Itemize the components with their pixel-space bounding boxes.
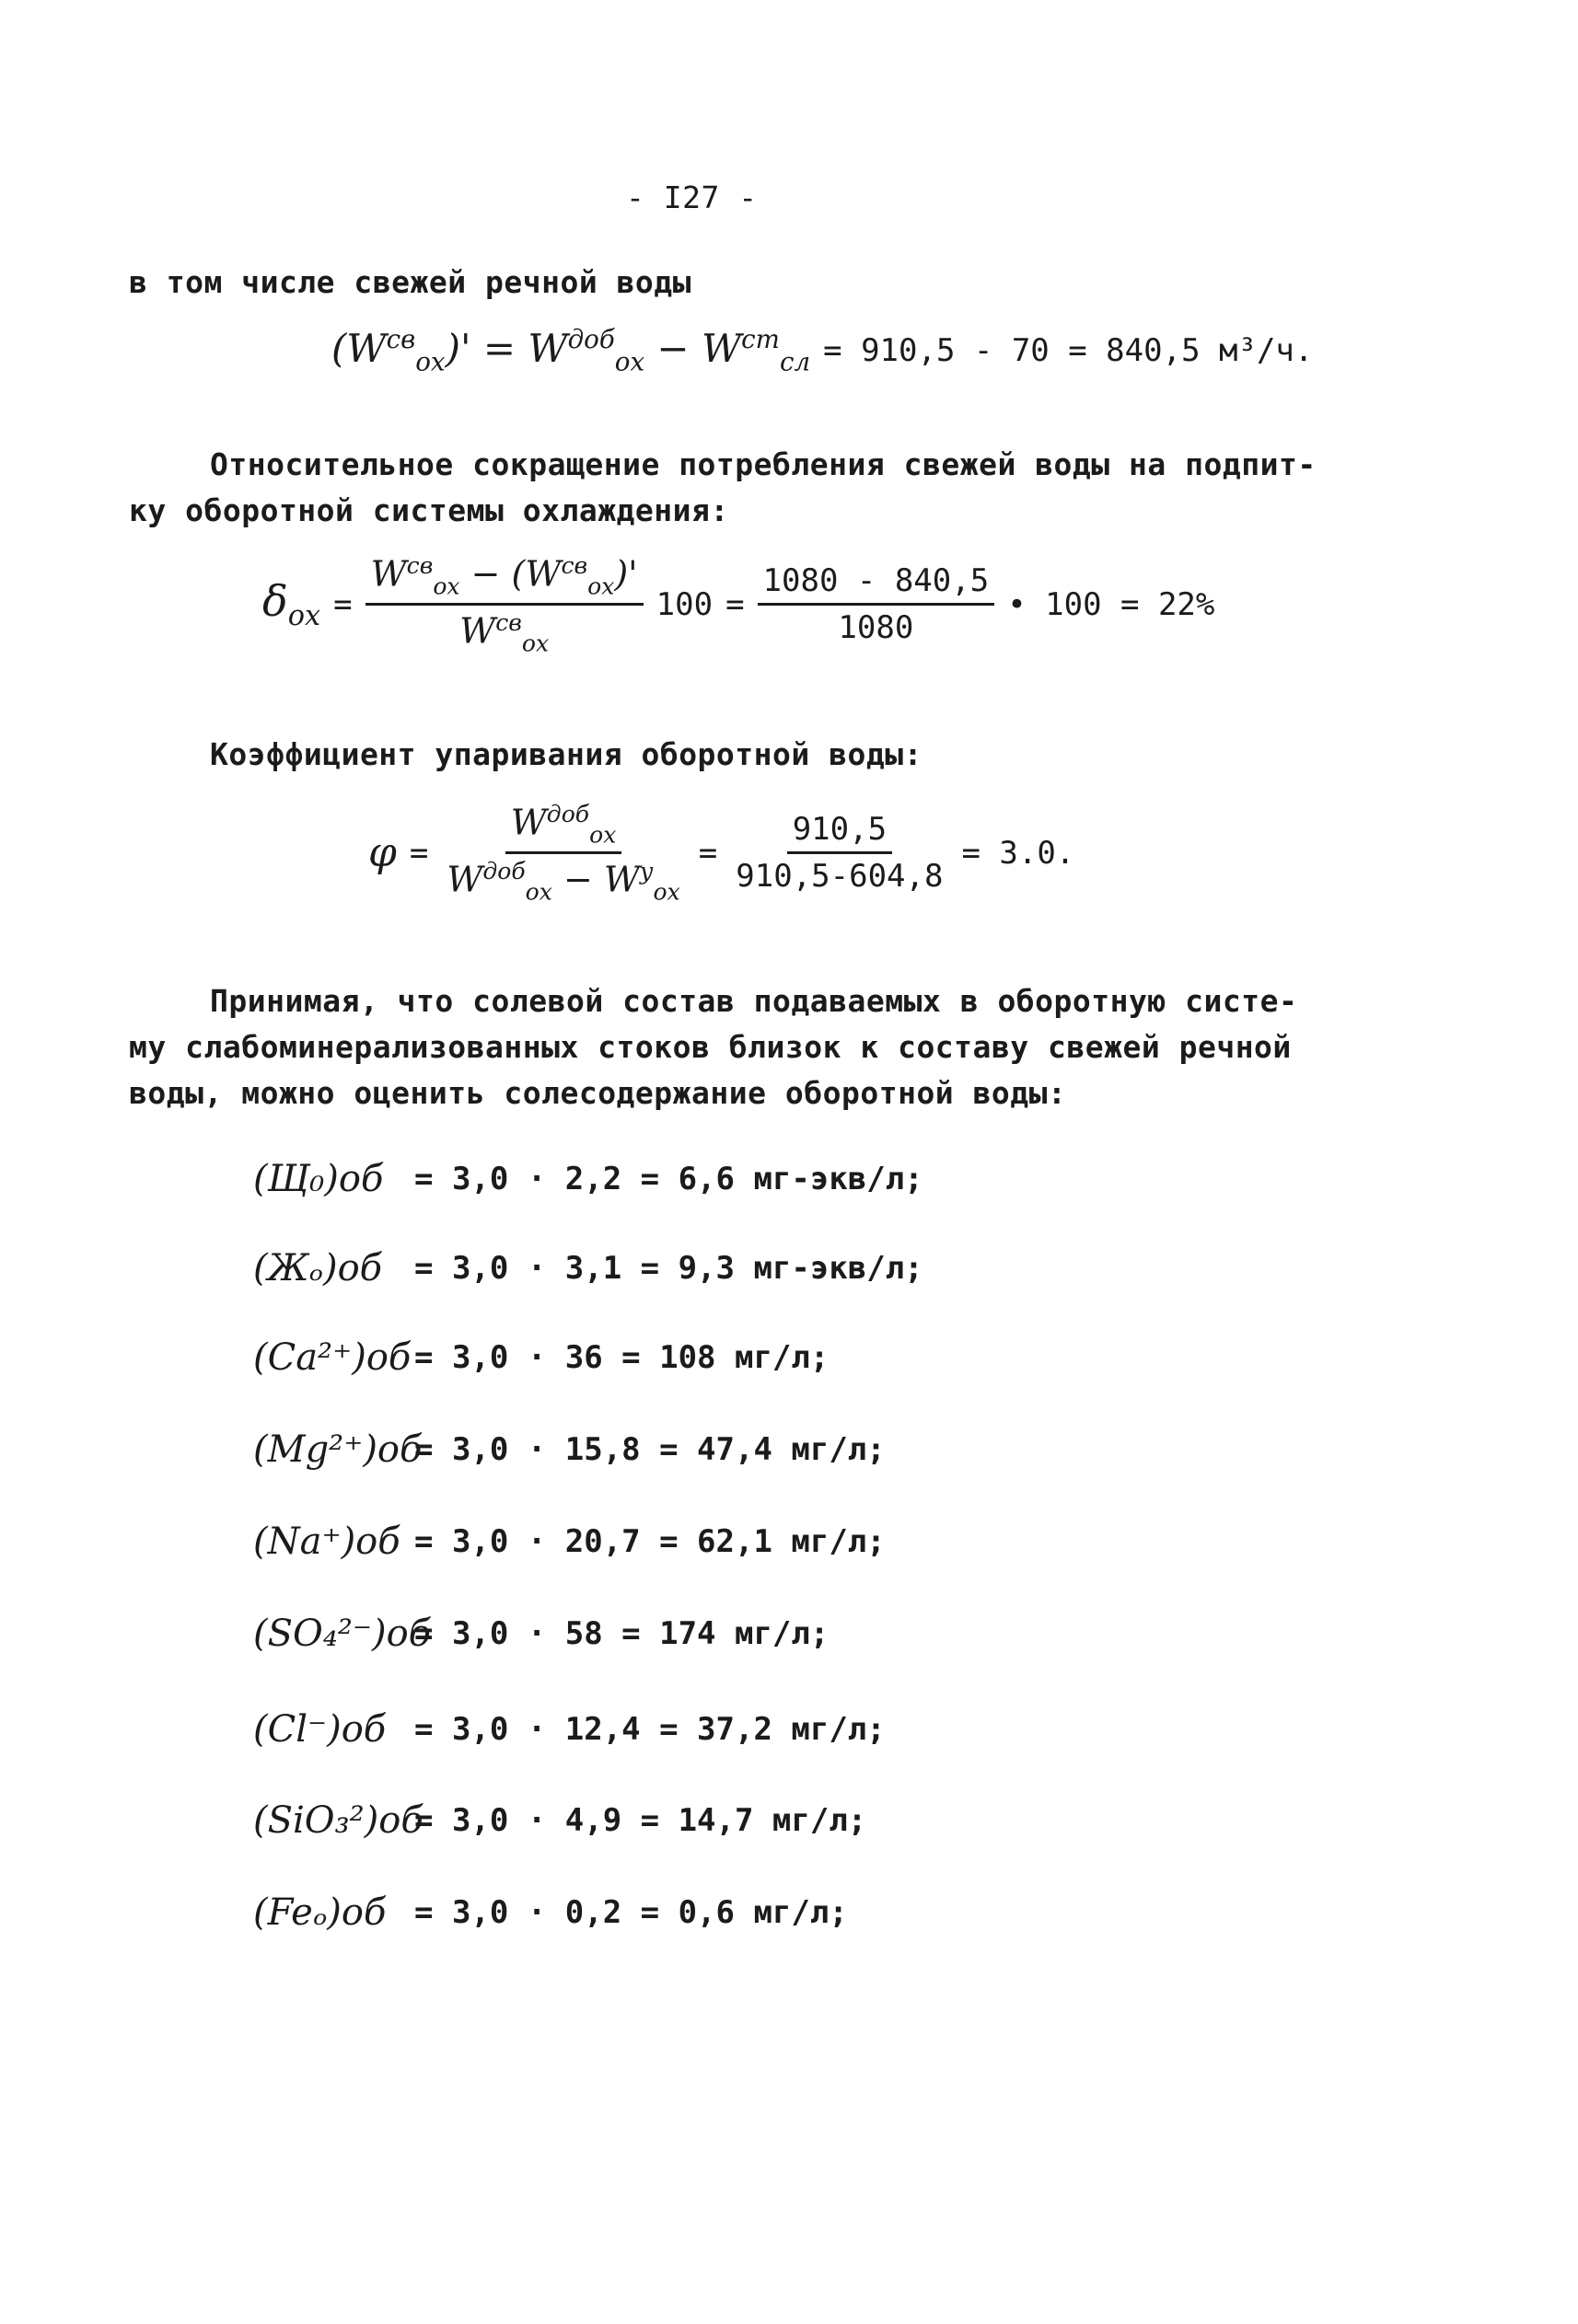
- salt-paragraph-line-1: Принимая, что солевой состав подаваемых в оборотную систе-: [210, 983, 1298, 1019]
- fresh-water-result: = 910,5 - 70 = 840,5 м³/ч.: [823, 331, 1314, 369]
- ion-line-iron: [253, 1891, 848, 1934]
- ion-symbol: (Щ₀)об: [253, 1158, 384, 1200]
- reduction-result: • 100 = 22%: [1007, 585, 1215, 623]
- ion-symbol: (SiO₃²)об: [253, 1799, 424, 1842]
- ion-line-hardness: [253, 1247, 923, 1289]
- fresh-water-equation: $(W^{св}_{ох})' = W^{доб}_{ох} - W^{ст}_{сл}$ = 910,5 - 70 = 840,5 м³/ч.: [331, 324, 1314, 377]
- ion-symbol: (Feₒ)об: [253, 1891, 387, 1934]
- ion-symbol: (Na⁺)об: [253, 1520, 400, 1563]
- ion-expression: = 3,0 · 2,2 = 6,6 мг-экв/л;: [414, 1161, 923, 1197]
- page-number: - I27 -: [626, 179, 758, 215]
- reduction-factor: 100: [656, 585, 714, 623]
- ion-symbol: (Жₒ)об: [253, 1247, 383, 1289]
- ion-symbol: (Cl⁻)об: [253, 1708, 387, 1751]
- ion-expression: = 3,0 · 58 = 174 мг/л;: [414, 1615, 830, 1652]
- ion-line-magnesium: [253, 1428, 886, 1471]
- ion-expression: = 3,0 · 3,1 = 9,3 мг-экв/л;: [414, 1250, 923, 1287]
- ion-line-sodium: [253, 1520, 886, 1563]
- ion-expression: = 3,0 · 20,7 = 62,1 мг/л;: [414, 1523, 886, 1560]
- reduction-paragraph-line-2: ку оборотной системы охлаждения:: [129, 492, 729, 528]
- ion-expression: = 3,0 · 4,9 = 14,7 мг/л;: [414, 1802, 867, 1839]
- ion-expression: = 3,0 · 36 = 108 мг/л;: [414, 1339, 830, 1376]
- intro-line: в том числе свежей речной воды: [129, 264, 692, 300]
- ion-line-silicate: [253, 1799, 866, 1842]
- salt-paragraph-line-3: воды, можно оценить солесодержание оборотной воды:: [129, 1075, 1067, 1111]
- coefficient-heading: Коэффициент упаривания оборотной воды:: [210, 736, 922, 772]
- ion-line-sulfate: [253, 1613, 829, 1655]
- ion-line-alkalinity: [253, 1158, 923, 1200]
- reduction-paragraph-line-1: Относительное сокращение потребления свежей воды на подпит-: [210, 446, 1317, 482]
- ion-expression: = 3,0 · 0,2 = 0,6 мг/л;: [414, 1894, 848, 1931]
- reduction-numeric-fraction: $\frac{1080 - 840,5}{1080}$: [758, 562, 995, 646]
- coefficient-result: = 3.0.: [961, 834, 1075, 872]
- ion-line-calcium: [253, 1336, 829, 1379]
- salt-paragraph-line-2: му слабоминерализованных стоков близок к составу свежей речной: [129, 1029, 1292, 1065]
- reduction-symbolic-fraction: $\frac{W^{св}_{ох} - (W^{св}_{ох})'}{W^{св}_{ох}}$: [365, 552, 644, 657]
- reduction-formula: $\delta_{ох}$ = $\frac{W^{св}_{ох} - (W^{св}_{ох})'}{W^{св}_{ох}}$ 100 = $\frac{1080 - 840,5}{1080}$ • 100 = 22%: [262, 552, 1215, 657]
- ion-line-chloride: [253, 1708, 886, 1751]
- coefficient-numeric-fraction: $\frac{910,5}{910,5-604,8}$: [736, 811, 944, 896]
- coefficient-formula: φ = $\frac{W^{доб}_{ох}}{W^{доб}_{ох} - W^у_{ох}}$ = $\frac{910,5}{910,5-604,8}$ = 3.0.: [368, 801, 1075, 906]
- ion-expression: = 3,0 · 15,8 = 47,4 мг/л;: [414, 1431, 886, 1468]
- coefficient-symbolic-fraction: $\frac{W^{доб}_{ох}}{W^{доб}_{ох} - W^у_{ох}}$: [447, 801, 680, 906]
- ion-symbol: (Ca²⁺)об: [253, 1336, 412, 1379]
- ion-symbol: (SO₄²⁻)об: [253, 1613, 432, 1655]
- ion-expression: = 3,0 · 12,4 = 37,2 мг/л;: [414, 1711, 886, 1748]
- ion-symbol: (Mg²⁺)об: [253, 1428, 423, 1471]
